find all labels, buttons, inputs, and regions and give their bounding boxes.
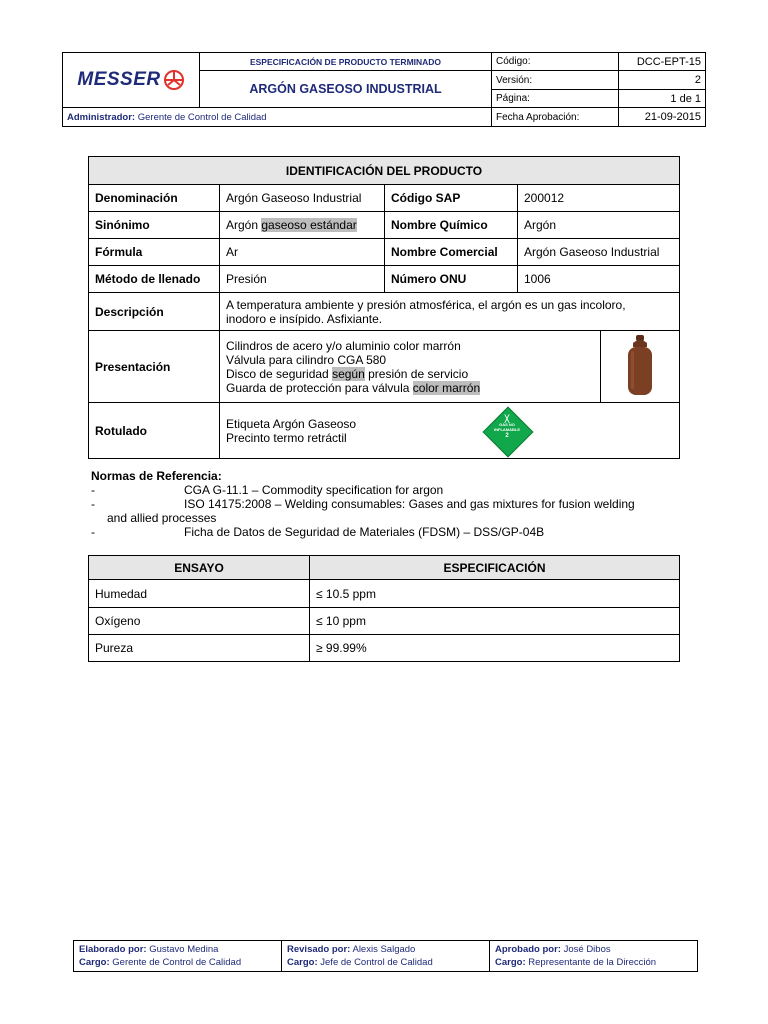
presentation-line: [226, 381, 594, 395]
document-header: [62, 52, 706, 127]
cylinder-image-cell: [601, 331, 680, 403]
row-value: Argón: [518, 212, 680, 239]
meta-value: 21-09-2015: [619, 108, 706, 127]
table-row: [89, 580, 680, 608]
footer-key: Cargo:: [495, 957, 526, 968]
reference-item: [91, 497, 691, 511]
footer-key: Cargo:: [79, 957, 110, 968]
hazard-text: INFLAMABLE: [494, 427, 520, 432]
meta-label: Versión:: [492, 71, 619, 90]
labeling-label: Rotulado: [89, 403, 220, 459]
text-highlight: color marrón: [412, 380, 481, 395]
dash: -: [91, 483, 95, 497]
dash: -: [91, 497, 95, 511]
row-label: Número ONU: [385, 266, 518, 293]
row-label: Código SAP: [385, 185, 518, 212]
row-label: Nombre Químico: [385, 212, 518, 239]
row-value: Argón Gaseoso Industrial: [220, 185, 385, 212]
reference-text: Ficha de Datos de Seguridad de Materiales (FDSM) – DSS/GP-04B: [184, 525, 545, 539]
footer-value: Jefe de Control de Calidad: [320, 957, 433, 968]
messer-emblem-icon: [163, 69, 185, 91]
table-row: [89, 239, 680, 266]
footer-key: Cargo:: [287, 957, 318, 968]
identification-heading: IDENTIFICACIÓN DEL PRODUCTO: [89, 157, 680, 185]
footer-value: Gerente de Control de Calidad: [112, 957, 242, 968]
row-value: 200012: [518, 185, 680, 212]
description-line: A temperatura ambiente y presión atmosférica, el argón es un gas incoloro,: [226, 297, 626, 312]
reference-text: CGA G-11.1 – Commodity specification for argon: [184, 483, 444, 497]
test-name: Humedad: [89, 580, 310, 608]
dash: -: [91, 525, 95, 539]
meta-value: 2: [619, 71, 706, 90]
identification-table: [88, 156, 680, 459]
logo-text: MESSER: [77, 69, 161, 90]
meta-value: DCC-EPT-15: [619, 53, 706, 71]
row-label: Fórmula: [89, 239, 220, 266]
table-row: [89, 608, 680, 635]
references-heading: Normas de Referencia:: [91, 469, 222, 483]
meta-label: Página:: [492, 90, 619, 108]
row-label: Nombre Comercial: [385, 239, 518, 266]
admin-label: Administrador:: [67, 111, 136, 123]
specification-table: [88, 555, 680, 662]
column-header: ESPECIFICACIÓN: [310, 556, 680, 580]
row-label: Sinónimo: [89, 212, 220, 239]
presentation-line: Válvula para cilindro CGA 580: [226, 352, 387, 367]
table-row: [89, 185, 680, 212]
test-spec: ≥ 99.99%: [310, 635, 680, 662]
footer-key: Aprobado por:: [495, 944, 561, 955]
reference-item: [91, 483, 691, 497]
labeling-line: Etiqueta Argón Gaseoso: [226, 416, 357, 431]
footer-key: Elaborado por:: [79, 944, 147, 955]
hazard-diamond-icon: ╳ GAS NO INFLAMABLE 2: [482, 406, 532, 456]
reference-text: ISO 14175:2008 – Welding consumables: Gases and gas mixtures for fusion welding: [184, 497, 635, 511]
doc-type: ESPECIFICACIÓN DE PRODUCTO TERMINADO: [200, 53, 492, 71]
reference-text: and allied processes: [107, 511, 217, 525]
table-row: [89, 331, 680, 403]
footer-value: Gustavo Medina: [149, 944, 219, 955]
row-value: [220, 212, 385, 239]
gas-cylinder-icon: [623, 333, 657, 397]
administrator-cell: [63, 108, 492, 127]
description-line: inodoro e insípido. Asfixiante.: [226, 311, 383, 326]
column-header: ENSAYO: [89, 556, 310, 580]
hazard-text: GAS NO: [499, 422, 515, 427]
table-row: [89, 635, 680, 662]
document-title: ARGÓN GASEOSO INDUSTRIAL: [200, 71, 492, 108]
admin-value: Gerente de Control de Calidad: [137, 111, 267, 123]
test-name: Pureza: [89, 635, 310, 662]
text-part: Disco de seguridad: [226, 366, 333, 381]
references-section: [91, 469, 691, 539]
table-row: [89, 212, 680, 239]
footer-value: José Dibos: [563, 944, 611, 955]
meta-value: 1 de 1: [619, 90, 706, 108]
messer-logo: [77, 69, 184, 91]
row-label: Denominación: [89, 185, 220, 212]
hazard-class: 2: [505, 433, 509, 439]
meta-label: Código:: [492, 53, 619, 71]
row-value: Argón Gaseoso Industrial: [518, 239, 680, 266]
footer-value: Alexis Salgado: [352, 944, 416, 955]
test-spec: ≤ 10 ppm: [310, 608, 680, 635]
reference-item: [91, 525, 691, 539]
text-part: presión de servicio: [364, 366, 469, 381]
presentation-line: [226, 367, 594, 381]
row-label: Método de llenado: [89, 266, 220, 293]
synonym-text: Argón: [226, 218, 262, 232]
presentation-label: Presentación: [89, 331, 220, 403]
table-row: [89, 266, 680, 293]
text-part: Guarda de protección para válvula: [226, 380, 413, 395]
signature-footer: [73, 940, 698, 972]
description-label: Descripción: [89, 293, 220, 331]
text-highlight: según: [332, 366, 365, 381]
test-name: Oxígeno: [89, 608, 310, 635]
presentation-value: [220, 331, 601, 403]
description-value: [220, 293, 680, 331]
footer-value: Representante de la Dirección: [528, 957, 657, 968]
labeling-line: Precinto termo retráctil: [226, 430, 347, 445]
row-value: Presión: [220, 266, 385, 293]
test-spec: ≤ 10.5 ppm: [310, 580, 680, 608]
logo-cell: [63, 53, 200, 108]
footer-col-aprobado: [490, 941, 698, 972]
reference-item-continued: [91, 511, 691, 525]
footer-key: Revisado por:: [287, 944, 351, 955]
table-row: [89, 403, 680, 459]
labeling-value: [220, 403, 680, 459]
table-row: [89, 293, 680, 331]
footer-col-revisado: [282, 941, 490, 972]
row-value: 1006: [518, 266, 680, 293]
synonym-highlight: gaseoso estándar: [261, 218, 357, 232]
presentation-line: Cilindros de acero y/o aluminio color marrón: [226, 338, 461, 353]
row-value: Ar: [220, 239, 385, 266]
footer-col-elaborado: [74, 941, 282, 972]
meta-label: Fecha Aprobación:: [492, 108, 619, 127]
